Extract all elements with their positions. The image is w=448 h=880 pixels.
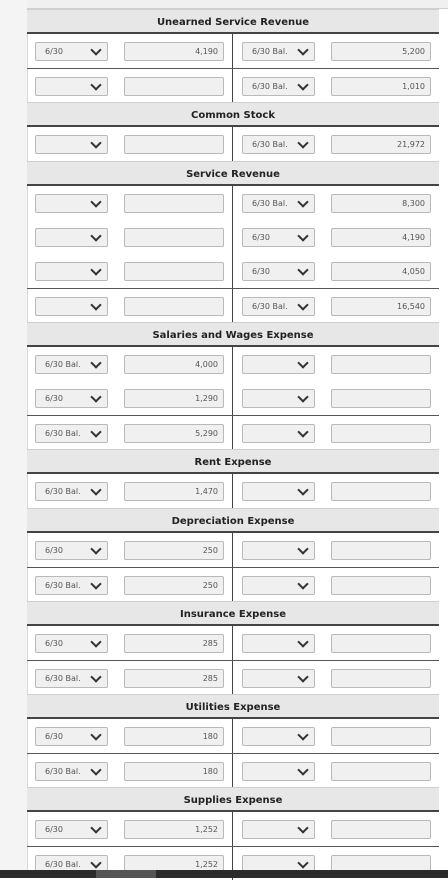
credit-amount-field[interactable]: 8,300 [331,194,431,213]
entry-row [27,127,439,161]
chevron-down-icon [90,578,101,589]
chevron-down-icon [90,391,101,402]
chevron-down-icon [297,822,308,833]
debit-amount-field[interactable]: 1,252 [124,855,224,874]
t-account [27,787,439,880]
entry-row [27,68,439,102]
chevron-down-icon [297,636,308,647]
debit-date-dropdown[interactable] [35,762,108,781]
chevron-down-icon [297,264,308,275]
credit-amount-field[interactable] [331,482,431,501]
entry-row [27,812,439,846]
t-account [27,161,439,322]
credit-amount-field[interactable] [331,389,431,408]
debit-amount-field[interactable]: 250 [124,541,224,560]
credit-amount-field[interactable] [331,424,431,443]
chevron-down-icon [90,671,101,682]
debit-amount-field[interactable]: 5,290 [124,424,224,443]
t-accounts-container [27,9,439,880]
credit-date-dropdown[interactable] [242,297,315,316]
chevron-down-icon [297,196,308,207]
debit-amount-field[interactable] [124,262,224,281]
entry-row [27,347,439,381]
debit-amount-field[interactable]: 285 [124,669,224,688]
credit-date-dropdown[interactable] [242,262,315,281]
entry-row [27,415,439,449]
debit-date-dropdown-value: 6/30 Bal. [45,581,81,590]
credit-date-dropdown-value: 6/30 [252,233,270,242]
credit-date-dropdown[interactable] [242,541,315,560]
debit-date-dropdown-value: 6/30 Bal. [45,674,81,683]
debit-date-dropdown-value: 6/30 [45,732,63,741]
debit-amount-field[interactable]: 4,190 [124,42,224,61]
entry-row [27,626,439,660]
debit-amount-field[interactable]: 1,252 [124,820,224,839]
debit-date-dropdown-value: 6/30 [45,546,63,555]
debit-date-dropdown[interactable] [35,135,108,154]
debit-date-dropdown[interactable] [35,77,108,96]
chevron-down-icon [297,484,308,495]
account-title: Rent Expense [27,449,439,474]
entry-row [27,660,439,694]
credit-amount-field[interactable] [331,727,431,746]
debit-date-dropdown[interactable] [35,541,108,560]
entry-row [27,719,439,753]
chevron-down-icon [297,543,308,554]
chevron-down-icon [90,299,101,310]
account-title: Supplies Expense [27,787,439,812]
horizontal-scrollbar[interactable] [0,870,448,878]
credit-date-dropdown-value: 6/30 Bal. [252,140,288,149]
debit-amount-field[interactable]: 180 [124,762,224,781]
chevron-down-icon [90,79,101,90]
credit-date-dropdown-value: 6/30 Bal. [252,302,288,311]
debit-date-dropdown[interactable] [35,228,108,247]
top-strip [27,0,448,9]
debit-amount-field[interactable]: 4,000 [124,355,224,374]
debit-date-dropdown-value: 6/30 Bal. [45,767,81,776]
credit-date-dropdown[interactable] [242,77,315,96]
credit-date-dropdown[interactable] [242,135,315,154]
debit-date-dropdown[interactable] [35,194,108,213]
chevron-down-icon [90,44,101,55]
entry-row [27,288,439,322]
credit-date-dropdown[interactable] [242,389,315,408]
account-title: Unearned Service Revenue [27,9,439,34]
scrollbar-thumb[interactable] [96,870,156,878]
chevron-down-icon [90,426,101,437]
chevron-down-icon [90,543,101,554]
chevron-down-icon [90,764,101,775]
credit-date-dropdown[interactable] [242,576,315,595]
debit-date-dropdown-value: 6/30 [45,394,63,403]
debit-date-dropdown-value: 6/30 Bal. [45,860,81,869]
credit-amount-field[interactable]: 21,972 [331,135,431,154]
chevron-down-icon [297,578,308,589]
t-account [27,508,439,601]
chevron-down-icon [90,484,101,495]
chevron-down-icon [90,264,101,275]
account-title: Depreciation Expense [27,508,439,533]
credit-amount-field[interactable] [331,541,431,560]
credit-date-dropdown[interactable] [242,820,315,839]
account-title: Service Revenue [27,161,439,186]
credit-amount-field[interactable]: 1,010 [331,77,431,96]
debit-date-dropdown-value: 6/30 Bal. [45,487,81,496]
chevron-down-icon [90,857,101,868]
entry-row [27,567,439,601]
debit-amount-field[interactable] [124,228,224,247]
debit-date-dropdown[interactable] [35,355,108,374]
chevron-down-icon [90,729,101,740]
chevron-down-icon [297,764,308,775]
entry-row [27,254,439,288]
entry-row [27,34,439,68]
credit-date-dropdown[interactable] [242,762,315,781]
debit-date-dropdown[interactable] [35,42,108,61]
entry-row [27,220,439,254]
debit-amount-field[interactable] [124,77,224,96]
debit-date-dropdown[interactable] [35,727,108,746]
credit-date-dropdown[interactable] [242,355,315,374]
debit-date-dropdown[interactable] [35,634,108,653]
chevron-down-icon [297,857,308,868]
credit-date-dropdown[interactable] [242,424,315,443]
credit-amount-field[interactable]: 5,200 [331,42,431,61]
chevron-down-icon [297,426,308,437]
debit-amount-field[interactable] [124,297,224,316]
account-title: Common Stock [27,102,439,127]
credit-amount-field[interactable]: 4,050 [331,262,431,281]
chevron-down-icon [297,357,308,368]
debit-amount-field[interactable]: 1,290 [124,389,224,408]
credit-amount-field[interactable]: 16,540 [331,297,431,316]
debit-amount-field[interactable]: 180 [124,727,224,746]
debit-amount-field[interactable]: 285 [124,634,224,653]
credit-date-dropdown-value: 6/30 [252,267,270,276]
account-title: Insurance Expense [27,601,439,626]
credit-date-dropdown[interactable] [242,669,315,688]
debit-date-dropdown[interactable] [35,262,108,281]
debit-date-dropdown[interactable] [35,820,108,839]
chevron-down-icon [90,137,101,148]
debit-date-dropdown-value: 6/30 [45,639,63,648]
t-account [27,322,439,449]
t-account [27,102,439,161]
debit-date-dropdown[interactable] [35,669,108,688]
credit-date-dropdown[interactable] [242,727,315,746]
credit-amount-field[interactable] [331,634,431,653]
debit-amount-field[interactable]: 1,470 [124,482,224,501]
entry-row [27,381,439,415]
credit-amount-field[interactable] [331,669,431,688]
chevron-down-icon [297,729,308,740]
credit-amount-field[interactable] [331,762,431,781]
debit-amount-field[interactable] [124,194,224,213]
entry-row [27,753,439,787]
credit-amount-field[interactable]: 4,190 [331,228,431,247]
left-margin-panel [0,0,28,870]
debit-amount-field[interactable]: 250 [124,576,224,595]
entry-row [27,533,439,567]
chevron-down-icon [90,196,101,207]
credit-amount-field[interactable] [331,355,431,374]
chevron-down-icon [90,357,101,368]
debit-date-dropdown[interactable] [35,389,108,408]
chevron-down-icon [297,137,308,148]
chevron-down-icon [90,822,101,833]
debit-date-dropdown-value: 6/30 [45,47,63,56]
entry-row [27,474,439,508]
debit-date-dropdown[interactable] [35,576,108,595]
debit-date-dropdown-value: 6/30 Bal. [45,360,81,369]
chevron-down-icon [297,671,308,682]
chevron-down-icon [297,299,308,310]
credit-amount-field[interactable] [331,820,431,839]
chevron-down-icon [297,44,308,55]
t-account [27,601,439,694]
debit-date-dropdown-value: 6/30 Bal. [45,429,81,438]
credit-date-dropdown-value: 6/30 Bal. [252,47,288,56]
credit-date-dropdown[interactable] [242,482,315,501]
credit-date-dropdown[interactable] [242,634,315,653]
debit-date-dropdown[interactable] [35,297,108,316]
credit-date-dropdown-value: 6/30 Bal. [252,199,288,208]
t-account [27,694,439,787]
debit-date-dropdown[interactable] [35,424,108,443]
chevron-down-icon [297,230,308,241]
credit-date-dropdown-value: 6/30 Bal. [252,82,288,91]
credit-date-dropdown[interactable] [242,228,315,247]
chevron-down-icon [90,636,101,647]
chevron-down-icon [297,391,308,402]
account-title: Utilities Expense [27,694,439,719]
credit-amount-field[interactable] [331,576,431,595]
account-title: Salaries and Wages Expense [27,322,439,347]
chevron-down-icon [297,79,308,90]
debit-date-dropdown-value: 6/30 [45,825,63,834]
t-account [27,9,439,102]
credit-date-dropdown[interactable] [242,42,315,61]
debit-amount-field[interactable] [124,135,224,154]
debit-date-dropdown[interactable] [35,482,108,501]
entry-row [27,186,439,220]
chevron-down-icon [90,230,101,241]
t-account [27,449,439,508]
credit-date-dropdown[interactable] [242,194,315,213]
